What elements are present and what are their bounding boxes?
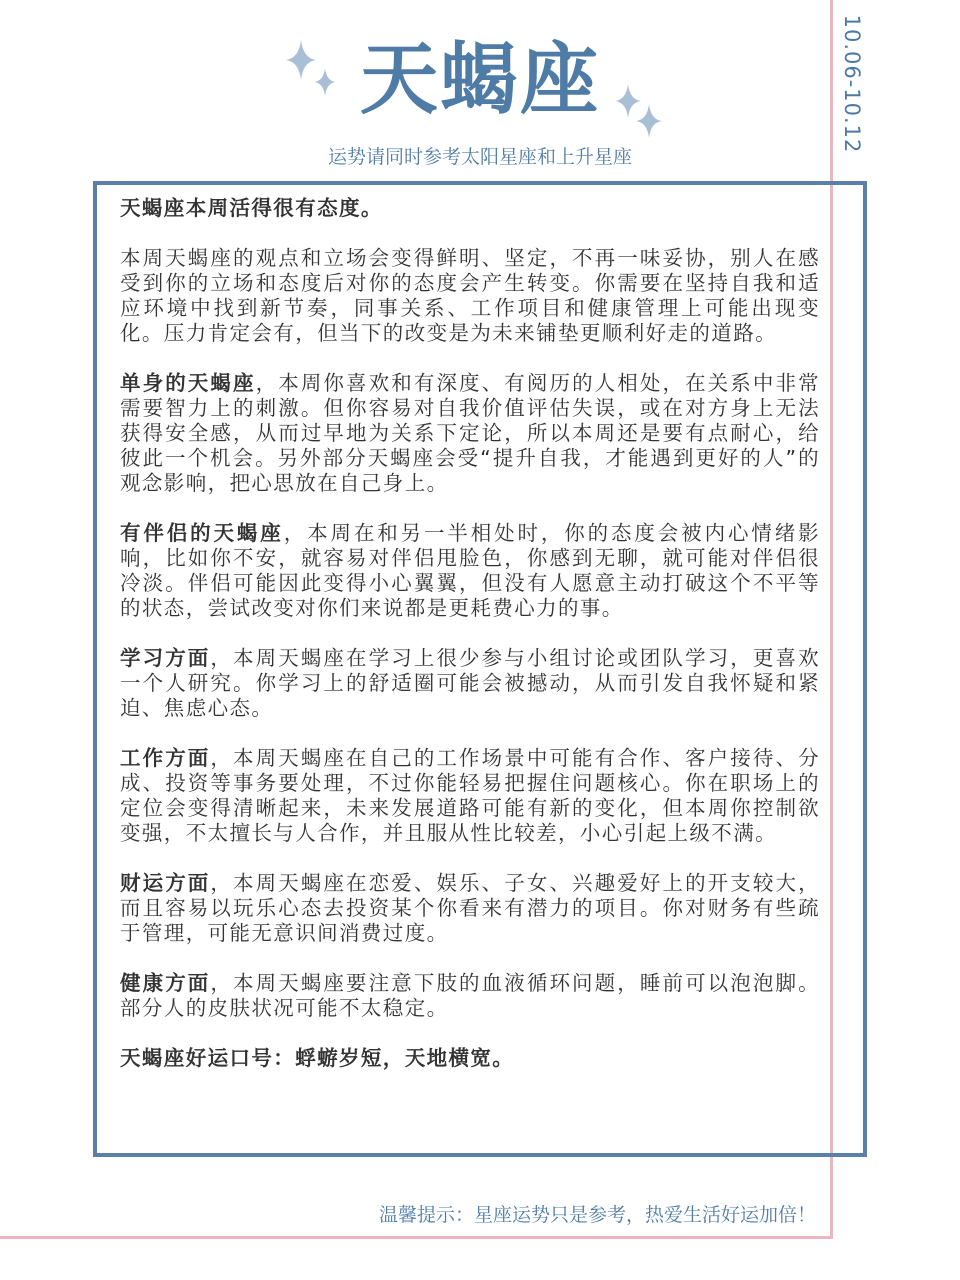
section-label: 健康方面 — [120, 971, 211, 995]
section-health — [120, 971, 820, 1021]
section-study — [120, 646, 820, 721]
section-wealth — [120, 871, 820, 946]
section-label: 单身的天蝎座 — [120, 371, 256, 395]
section-work — [120, 746, 820, 846]
section-label: 财运方面 — [120, 871, 211, 895]
section-text: ，本周你喜欢和有深度、有阅历的人相处，在关系中非常需要智力上的刺激。但你容易对自我价值评估失误，或在对方身上无法获得安全感，从而过早地为关系下定论，所以本周还是要有点耐心，给彼此一个机会。另外部分天蝎座会受“提升自我，才能遇到更好的人”的观念影响，把心思放在自己身上。 — [120, 371, 820, 495]
pink-horizontal-line — [0, 1236, 833, 1239]
section-single — [120, 371, 820, 496]
section-label: 有伴侣的天蝎座 — [120, 521, 284, 545]
section-text: ，本周天蝎座要注意下肢的血液循环问题，睡前可以泡泡脚。部分人的皮肤状况可能不太稳定。 — [120, 971, 820, 1020]
section-text: ，本周天蝎座在学习上很少参与小组讨论或团队学习，更喜欢一个人研究。你学习上的舒适圈可能会被撼动，从而引发自我怀疑和紧迫、焦虑心态。 — [120, 646, 820, 720]
lucky-slogan: 天蝎座好运口号：蜉蝣岁短，天地横宽。 — [120, 1046, 515, 1070]
intro-heading: 天蝎座本周活得很有态度。 — [120, 196, 383, 220]
section-partnered — [120, 521, 820, 621]
date-range-text: 10.06-10.12 — [840, 14, 864, 154]
section-text: ，本周天蝎座在自己的工作场景中可能有合作、客户接待、分成、投资等事务要处理，不过你能轻易把握住问题核心。你在职场上的定位会变得清晰起来，未来发展道路可能有新的变化，但本周你控制欲变强，不太擅长与人合作，并且服从性比较差，小心引起上级不满。 — [120, 746, 820, 845]
page-subtitle: 运势请同时参考太阳星座和上升星座 — [327, 146, 632, 168]
section-text: ，本周在和另一半相处时，你的态度会被内心情绪影响，比如你不安，就容易对伴侣甩脸色，你感到无聊，就可能对伴侣很冷淡。伴侣可能因此变得小心翼翼，但没有人愿意主动打破这个不平等的状态，尝试改变对你们来说都是更耗费心力的事。 — [120, 521, 820, 620]
footer-tip: 温馨提示：星座运势只是参考，热爱生活好运加倍！ — [378, 1204, 816, 1226]
page-title: 天蝎座 — [359, 35, 600, 125]
intro-paragraph: 本周天蝎座的观点和立场会变得鲜明、坚定，不再一味妥协，别人在感受到你的立场和态度后对你的态度会产生转变。你需要在坚持自我和适应环境中找到新节奏，同事关系、工作项目和健康管理上可能出现变化。压力肯定会有，但当下的改变是为未来铺垫更顺利好走的道路。 — [120, 246, 820, 345]
section-label: 学习方面 — [120, 646, 211, 670]
horoscope-text — [120, 196, 820, 1096]
date-range — [828, 14, 876, 154]
section-label: 工作方面 — [120, 746, 211, 770]
section-text: ，本周天蝎座在恋爱、娱乐、子女、兴趣爱好上的开支较大，而且容易以玩乐心态去投资某个你看来有潜力的项目。你对财务有些疏于管理，可能无意识间消费过度。 — [120, 871, 820, 945]
